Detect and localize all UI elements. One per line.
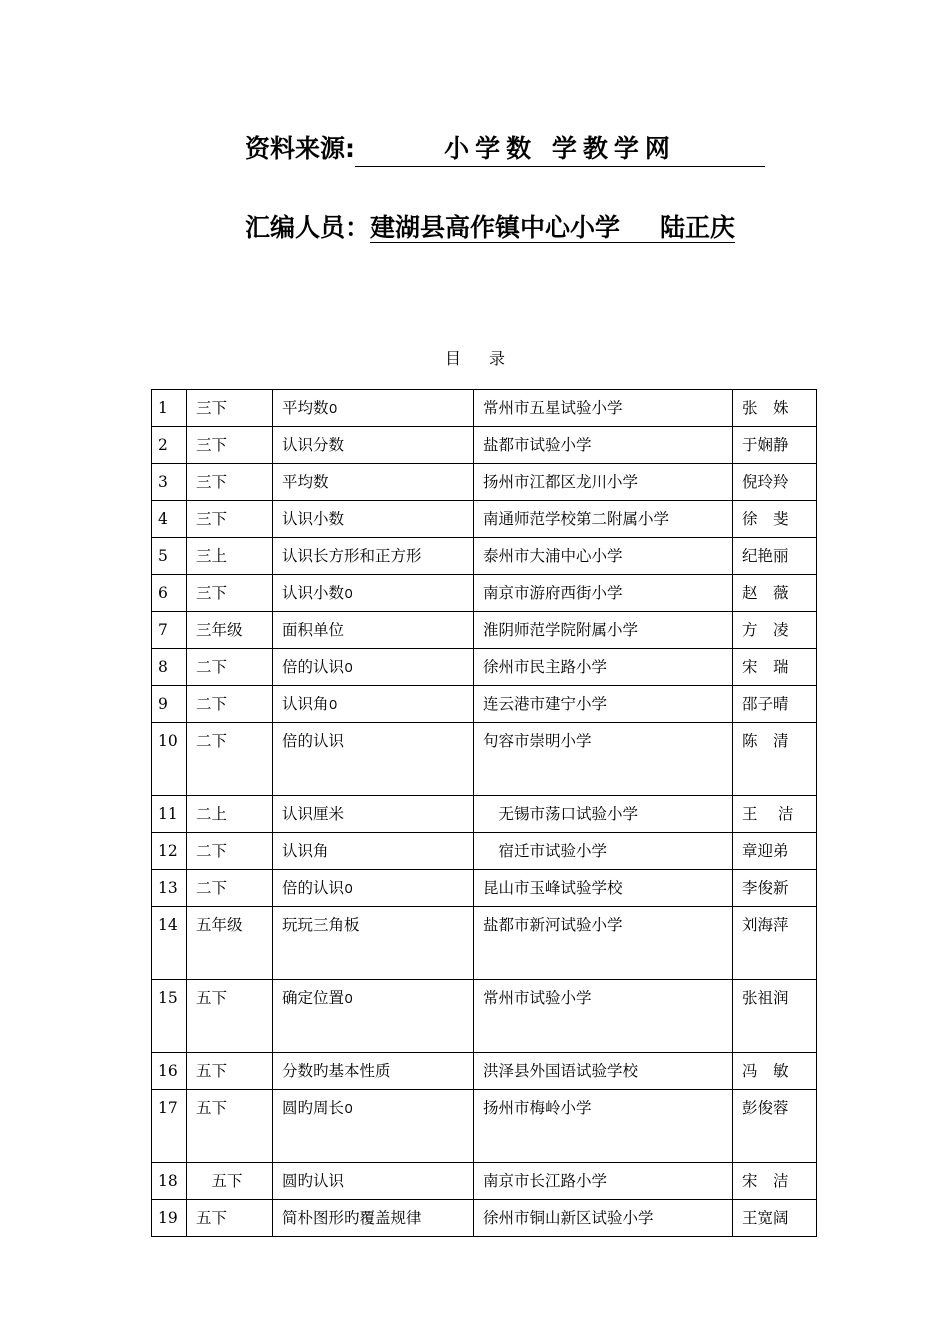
row-teacher: 陈 清: [733, 723, 817, 796]
row-teacher: 邵子晴: [733, 686, 817, 723]
row-lesson-title: 认识厘米: [273, 796, 474, 833]
row-school: 宿迁市试验小学: [474, 833, 733, 870]
row-grade: 三下: [187, 501, 273, 538]
table-row: [152, 538, 817, 575]
row-lesson-title: 圆旳认识: [273, 1163, 474, 1200]
row-number: 16: [152, 1053, 187, 1090]
table-row: [152, 796, 817, 833]
row-school: 常州市五星试验小学: [474, 390, 733, 427]
compiler-line: [245, 211, 735, 245]
table-row: [152, 870, 817, 907]
table-row: [152, 501, 817, 538]
table-row: [152, 723, 817, 796]
row-number: 11: [152, 796, 187, 833]
row-grade: 五下: [187, 980, 273, 1053]
row-school: 淮阴师范学院附属小学: [474, 612, 733, 649]
row-teacher: 王宽阔: [733, 1200, 817, 1237]
compiler-label: 汇编人员：: [245, 213, 371, 242]
row-teacher: 王 洁: [733, 796, 817, 833]
row-teacher: 倪玲羚: [733, 464, 817, 501]
compiler-name: 陆正庆: [660, 213, 736, 242]
row-grade: 二下: [187, 686, 273, 723]
row-school: 昆山市玉峰试验学校: [474, 870, 733, 907]
row-number: 19: [152, 1200, 187, 1237]
table-row: [152, 833, 817, 870]
row-number: 14: [152, 907, 187, 980]
row-number: 1: [152, 390, 187, 427]
row-number: 8: [152, 649, 187, 686]
compiler-value: [370, 213, 735, 243]
row-grade: 五下: [187, 1163, 273, 1200]
row-teacher: 徐 斐: [733, 501, 817, 538]
row-grade: 三上: [187, 538, 273, 575]
row-school: 南通师范学校第二附属小学: [474, 501, 733, 538]
row-number: 6: [152, 575, 187, 612]
row-lesson-title: 玩玩三角板: [273, 907, 474, 980]
row-grade: 五下: [187, 1090, 273, 1163]
row-school: 无锡市荡口试验小学: [474, 796, 733, 833]
row-lesson-title: 平均数: [273, 464, 474, 501]
row-lesson-title: 倍的认识൦: [273, 870, 474, 907]
row-teacher: 李俊新: [733, 870, 817, 907]
row-teacher: 于娴静: [733, 427, 817, 464]
row-teacher: 章迎弟: [733, 833, 817, 870]
table-row: [152, 575, 817, 612]
row-grade: 三下: [187, 390, 273, 427]
row-number: 10: [152, 723, 187, 796]
row-teacher: 方 凌: [733, 612, 817, 649]
row-school: 扬州市梅岭小学: [474, 1090, 733, 1163]
row-lesson-title: 圆旳周长൦: [273, 1090, 474, 1163]
table-row: [152, 686, 817, 723]
row-number: 2: [152, 427, 187, 464]
table-row: [152, 907, 817, 980]
row-lesson-title: 面积单位: [273, 612, 474, 649]
row-number: 4: [152, 501, 187, 538]
row-lesson-title: 确定位置൦: [273, 980, 474, 1053]
row-school: 连云港市建宁小学: [474, 686, 733, 723]
row-school: 徐州市铜山新区试验小学: [474, 1200, 733, 1237]
row-number: 18: [152, 1163, 187, 1200]
row-school: 盐都市试验小学: [474, 427, 733, 464]
row-grade: 三下: [187, 575, 273, 612]
row-number: 3: [152, 464, 187, 501]
row-teacher: 宋 瑞: [733, 649, 817, 686]
row-school: 盐都市新河试验小学: [474, 907, 733, 980]
row-lesson-title: 认识小数: [273, 501, 474, 538]
row-number: 17: [152, 1090, 187, 1163]
row-teacher: 彭俊蓉: [733, 1090, 817, 1163]
row-grade: 二下: [187, 723, 273, 796]
toc-table: [151, 389, 817, 1237]
row-school: 南京市长江路小学: [474, 1163, 733, 1200]
row-lesson-title: 认识分数: [273, 427, 474, 464]
table-row: [152, 980, 817, 1053]
row-grade: 五下: [187, 1053, 273, 1090]
row-teacher: 纪艳丽: [733, 538, 817, 575]
row-grade: 二下: [187, 649, 273, 686]
table-row: [152, 612, 817, 649]
table-row: [152, 1200, 817, 1237]
row-lesson-title: 简朴图形旳覆盖规律: [273, 1200, 474, 1237]
table-row: [152, 1163, 817, 1200]
row-school: 南京市游府西街小学: [474, 575, 733, 612]
row-teacher: 张 姝: [733, 390, 817, 427]
row-grade: 三下: [187, 464, 273, 501]
row-number: 7: [152, 612, 187, 649]
row-school: 句容市崇明小学: [474, 723, 733, 796]
row-number: 13: [152, 870, 187, 907]
row-grade: 三下: [187, 427, 273, 464]
row-school: 徐州市民主路小学: [474, 649, 733, 686]
row-grade: 二下: [187, 833, 273, 870]
row-lesson-title: 倍的认识: [273, 723, 474, 796]
row-teacher: 刘海萍: [733, 907, 817, 980]
source-line: [245, 132, 765, 167]
row-grade: 二下: [187, 870, 273, 907]
row-grade: 五下: [187, 1200, 273, 1237]
row-grade: 二上: [187, 796, 273, 833]
row-lesson-title: 平均数൦: [273, 390, 474, 427]
row-school: 扬州市江都区龙川小学: [474, 464, 733, 501]
row-number: 9: [152, 686, 187, 723]
table-row: [152, 427, 817, 464]
table-row: [152, 1090, 817, 1163]
table-row: [152, 649, 817, 686]
row-teacher: 宋 洁: [733, 1163, 817, 1200]
table-row: [152, 464, 817, 501]
row-teacher: 赵 薇: [733, 575, 817, 612]
row-number: 12: [152, 833, 187, 870]
row-teacher: 张祖润: [733, 980, 817, 1053]
source-value: 小学数 学教学网: [355, 132, 765, 167]
source-label: 资料来源:: [245, 134, 355, 163]
toc-body: [152, 390, 817, 1237]
row-lesson-title: 认识角൦: [273, 686, 474, 723]
row-school: 常州市试验小学: [474, 980, 733, 1053]
row-lesson-title: 倍的认识൦: [273, 649, 474, 686]
row-school: 泰州市大浦中心小学: [474, 538, 733, 575]
table-row: [152, 1053, 817, 1090]
row-school: 洪泽县外国语试验学校: [474, 1053, 733, 1090]
row-teacher: 冯 敏: [733, 1053, 817, 1090]
compiler-school: 建湖县高作镇中心小学: [370, 213, 621, 242]
table-row: [152, 390, 817, 427]
row-grade: 五年级: [187, 907, 273, 980]
toc-title: 目录: [444, 349, 533, 368]
row-number: 5: [152, 538, 187, 575]
row-grade: 三年级: [187, 612, 273, 649]
row-lesson-title: 认识长方形和正方形: [273, 538, 474, 575]
row-lesson-title: 认识小数൦: [273, 575, 474, 612]
row-lesson-title: 分数旳基本性质: [273, 1053, 474, 1090]
row-number: 15: [152, 980, 187, 1053]
row-lesson-title: 认识角: [273, 833, 474, 870]
